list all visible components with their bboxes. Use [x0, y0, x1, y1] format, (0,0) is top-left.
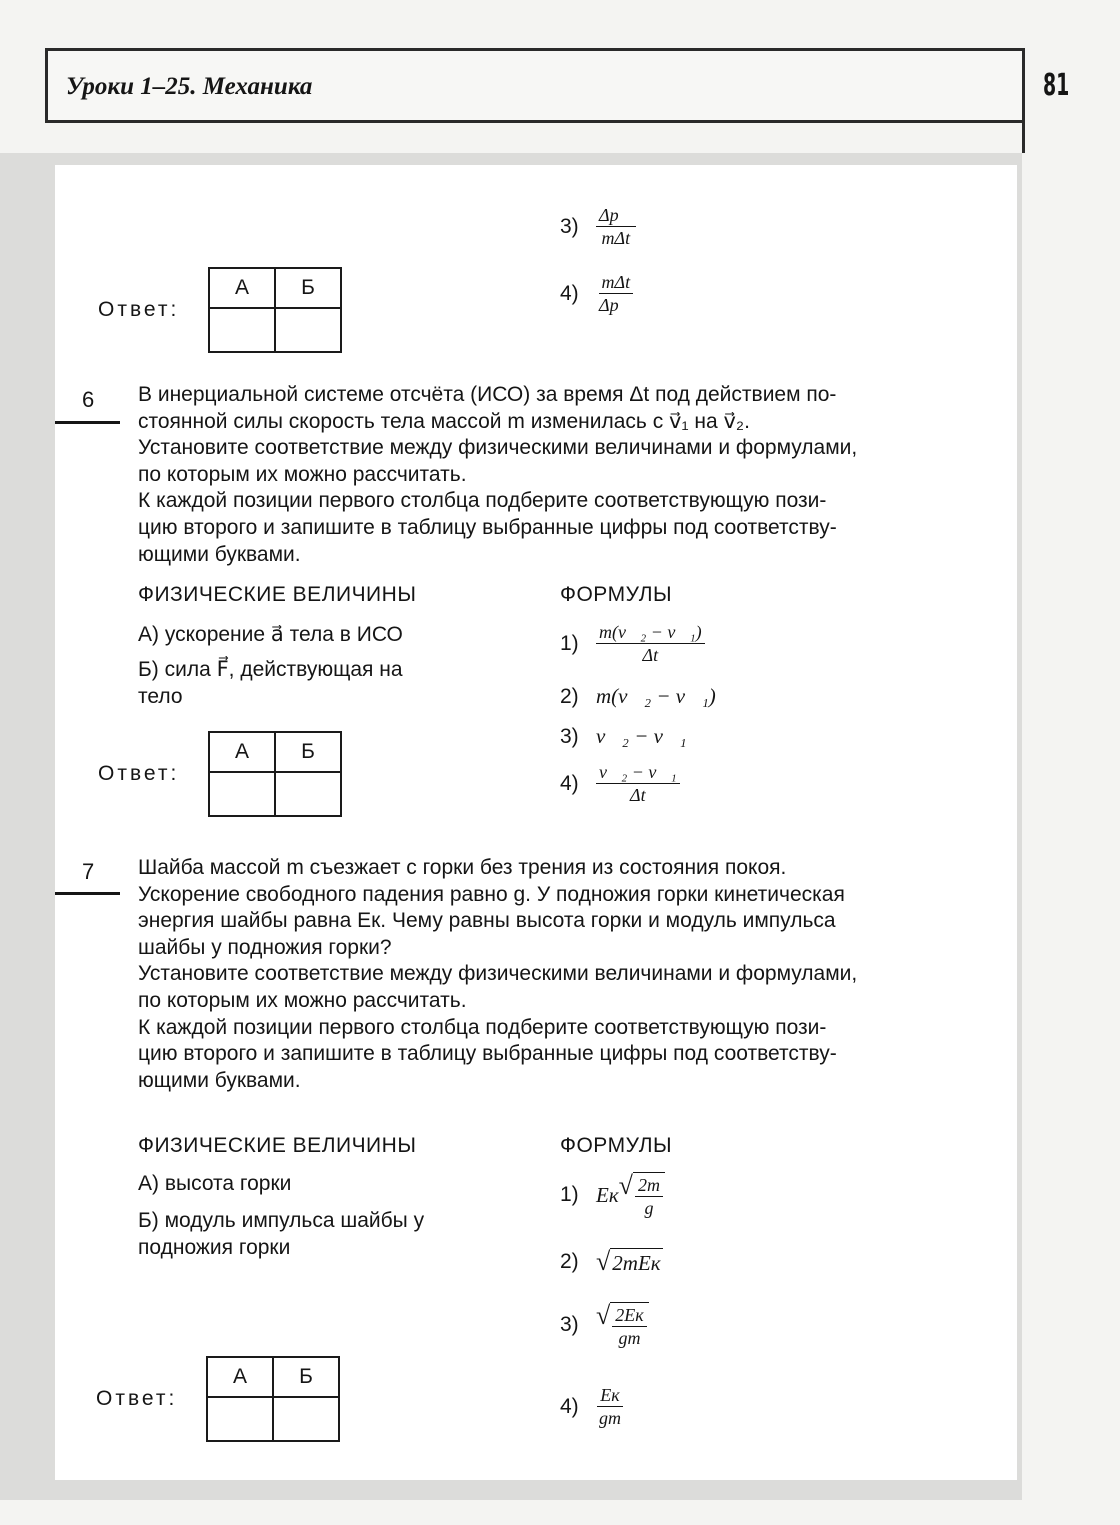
square-root: √ 2mEк [596, 1247, 661, 1276]
q7-formula-1: 1) Eк √ $\frac{2m}{g}$ [560, 1172, 665, 1218]
radical-icon: √ [596, 1247, 611, 1276]
q7-formula-4: 4) $\frac{Eк}{gm}$ [560, 1385, 624, 1428]
answer-cell-a[interactable] [209, 772, 275, 816]
q7-formula-3: 3) √ $\frac{2Eк}{gm}$ [560, 1302, 649, 1348]
q7-formula-2: 2) √ 2mEк [560, 1247, 661, 1276]
fraction: $\frac{2m}{g}$ [635, 1175, 663, 1218]
quantity-b: Б) сила F⃗, действующая на [138, 658, 403, 681]
chapter-header [45, 48, 1025, 123]
quantity-b-cont: тело [138, 685, 183, 708]
answer-col-b: Б [273, 1357, 339, 1397]
answer-cell-b[interactable] [275, 772, 341, 816]
square-root [596, 1302, 649, 1348]
answer-col-a: А [209, 268, 275, 308]
column-heading-formulas: ФОРМУЛЫ [560, 583, 673, 606]
q6-formula-2: 2) m(v⃗₂ − v⃗₁) [560, 684, 716, 708]
page-number: 81 [1043, 68, 1070, 103]
fraction: $\frac{\text{v⃗₂ − v⃗₁}}{\Delta t}$ [596, 762, 680, 805]
quantity-b: Б) модуль импульса шайбы у [138, 1209, 425, 1232]
divider [1022, 123, 1025, 153]
square-root [619, 1172, 665, 1218]
question-7-text: Шайба массой m съезжает с горки без трения из состояния покоя. Ускорение свободного падения равно g. У подножия горки кинетическая энергия шайбы равна Eк. Чему равны высота горки и модуль импульса шайбы у подножия горки? Установите соответствие между физическими величинами и формулами, по которым их можно рассчитать. К каждой позиции первого столбца подберите соответствующую пози- цию второго и запишите в таблицу выбранные цифры под соответству- ющими буквами. [138, 856, 858, 1092]
answer-col-b: Б [275, 268, 341, 308]
answer-label: Ответ: [98, 298, 180, 321]
answer-label: Ответ: [96, 1387, 178, 1410]
answer-table [208, 267, 342, 353]
answer-table [206, 1356, 340, 1442]
q6-formula-1: 1) $\frac{\text{m(v⃗₂ − v⃗₁)}}{\Delta t}$ [560, 622, 705, 665]
answer-cell-a[interactable] [209, 308, 275, 352]
fraction: $\frac{\Delta p⃗}{\text{mΔt}}$ [596, 205, 636, 248]
answer-cell-a[interactable] [207, 1397, 273, 1441]
column-heading-quantities: ФИЗИЧЕСКИЕ ВЕЛИЧИНЫ [138, 1134, 417, 1157]
fraction: $\frac{Eк}{gm}$ [599, 1385, 621, 1428]
column-heading-formulas: ФОРМУЛЫ [560, 1134, 673, 1157]
column-heading-quantities: ФИЗИЧЕСКИЕ ВЕЛИЧИНЫ [138, 583, 417, 606]
q5-formula-3: 3) $\frac{\Delta p⃗}{\text{mΔt}}$ [560, 205, 636, 248]
q6-formula-4: 4) $\frac{\text{v⃗₂ − v⃗₁}}{\Delta t}$ [560, 762, 680, 805]
answer-col-a: А [207, 1357, 273, 1397]
fraction: $\frac{\text{m(v⃗₂ − v⃗₁)}}{\Delta t}$ [596, 622, 705, 665]
quantity-b-cont: подножия горки [138, 1236, 291, 1259]
content-panel [55, 165, 1017, 1480]
answer-table [208, 731, 342, 817]
question-number: 7 [82, 859, 95, 884]
answer-col-a: А [209, 732, 275, 772]
question-marker [55, 421, 120, 424]
answer-col-b: Б [275, 732, 341, 772]
quantity-a: А) высота горки [138, 1172, 292, 1195]
answer-cell-b[interactable] [273, 1397, 339, 1441]
q6-formula-3: 3) v⃗₂ − v⃗₁ [560, 724, 687, 748]
question-number: 6 [82, 387, 95, 412]
chapter-title: Уроки 1–25. Механика [66, 73, 313, 100]
question-marker [55, 892, 120, 895]
radical-icon: √ [618, 1171, 633, 1200]
fraction: $\frac{\text{mΔt}}{\Delta p⃗}$ [599, 272, 633, 315]
answer-cell-b[interactable] [275, 308, 341, 352]
q5-formula-4: 4) $\frac{\text{mΔt}}{\Delta p⃗}$ [560, 272, 636, 315]
fraction: $\frac{2Eк}{gm}$ [612, 1305, 646, 1348]
answer-label: Ответ: [98, 762, 180, 785]
radical-icon: √ [596, 1301, 611, 1330]
question-6-text: В инерциальной системе отсчёта (ИСО) за время Δt под действием по- стоянной силы скорость тела массой m изменилась с v⃗₁ на v⃗₂. Установите соответствие между физическими величинами и формулами, по которым их можно рассчитать. К каждой позиции первого столбца подберите соответствующую пози- цию второго и запишите в таблицу выбранные цифры под соответству- ющими буквами. [138, 383, 858, 566]
quantity-a: А) ускорение a⃗ тела в ИСО [138, 623, 403, 646]
